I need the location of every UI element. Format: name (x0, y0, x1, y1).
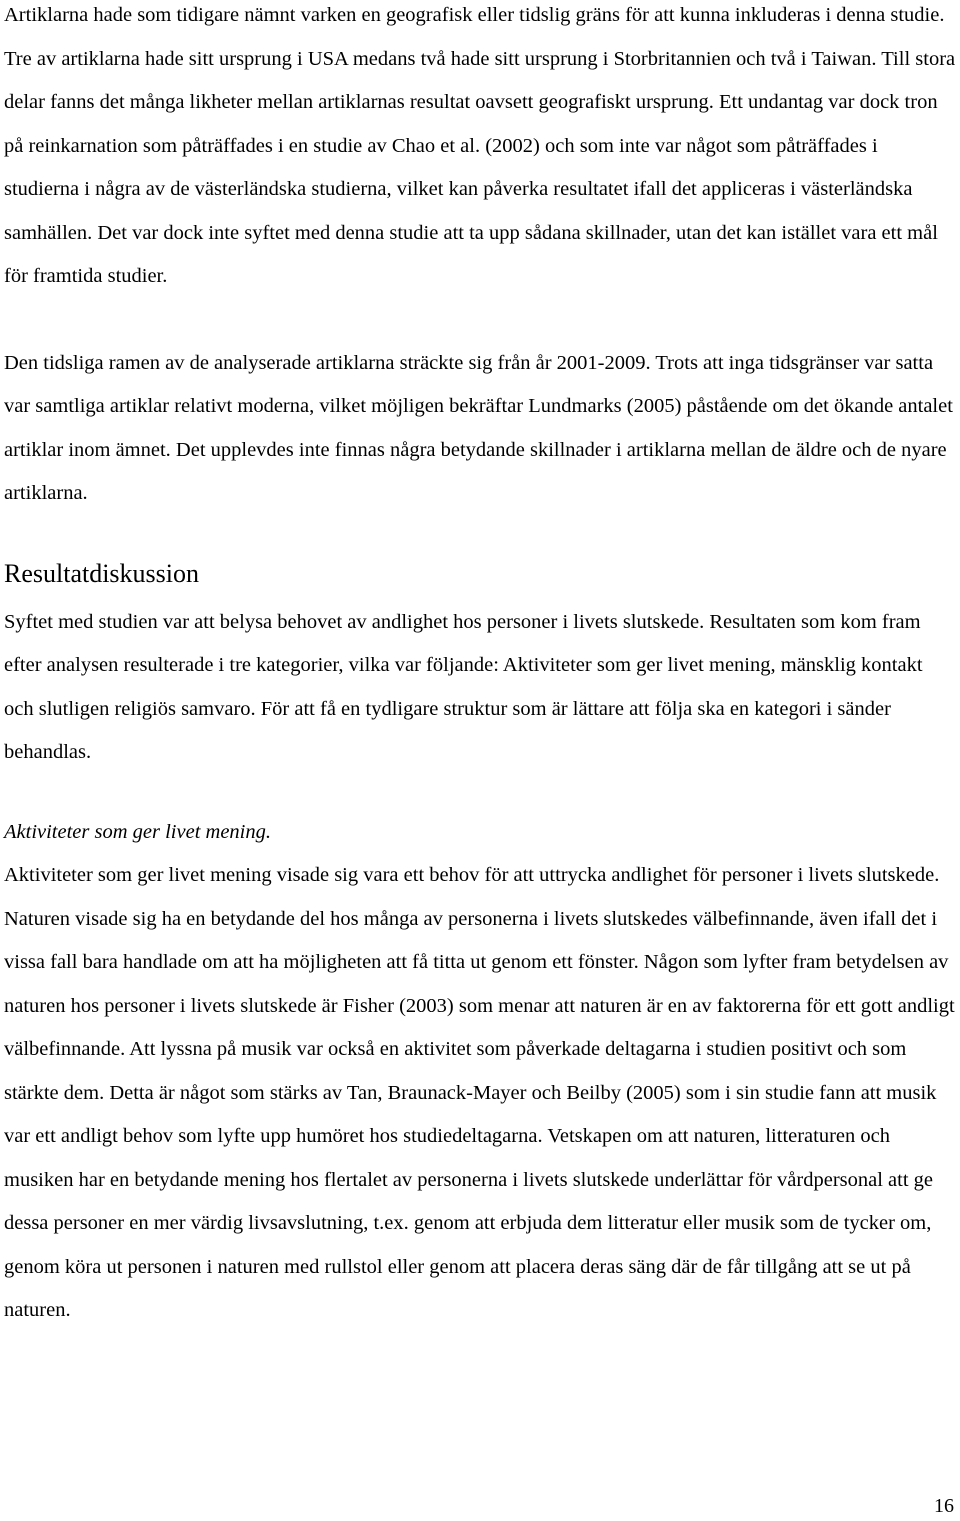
document-page (4, 0, 956, 1333)
paragraph-geographic-scope: Artiklarna hade som tidigare nämnt varken en geografisk eller tidslig gräns för att kunna inkluderas i denna studie. Tre av artiklarna hade sitt ursprung i USA medans två hade sitt ursprung i Storbritannien och två i Taiwan. Till stora delar fanns det många likheter mellan artiklarnas resultat oavsett geografiskt ursprung. Ett undantag var dock tron på reinkarnation som påträffades i en studie av Chao et al. (2002) och som inte var något som påträffades i studierna i några av de västerländska studierna, vilket kan påverka resultatet ifall det appliceras i västerländska samhällen. Det var dock inte syftet med denna studie att ta upp sådana skillnader, utan det kan istället vara ett mål för framtida studier. (4, 4, 956, 287)
page-number: 16 (934, 1495, 954, 1517)
paragraph-spacer (4, 775, 956, 811)
paragraph-activities: Aktiviteter som ger livet mening visade sig vara ett behov för att uttrycka andlighet för personer i livets slutskede. Naturen visade sig ha en betydande del hos många av personerna i livets slutskedes välbefinnande, även ifall det i vissa fall bara handlade om att ha möjligheten att få titta ut genom ett fönster. Någon som lyfter fram betydelsen av naturen hos personer i livets slutskede är Fisher (2003) som menar att naturen är en av faktorerna för ett gott andligt välbefinnande. Att lyssna på musik var också en aktivitet som påverkade deltagarna i studien positivt och som stärkte dem. Detta är något som stärks av Tan, Braunack-Mayer och Beilby (2005) som i sin studie fann att musik var ett andligt behov som lyfte upp humöret hos studiedeltagarna. Vetskapen om att naturen, litteraturen och musiken har en betydande mening hos flertalet av personerna i livets slutskede underlättar för vårdpersonal att ge dessa personer en mer värdig livsavslutning, t.ex. genom att erbjuda dem litteratur eller musik som de tycker om, genom köra ut personen i naturen med rullstol eller genom att placera deras säng där de får tillgång att se ut på naturen. (4, 864, 955, 1321)
paragraph-result-intro: Syftet med studien var att belysa behovet av andlighet hos personer i livets slutskede. Resultaten som kom fram efter analysen resulterade i tre kategorier, vilka var följande: Aktiviteter som ger livet mening, mänsklig kontakt och slutligen religiös samvaro. För att få en tydligare struktur som är lättare att följa ska en kategori i sänder behandlas. (4, 610, 923, 763)
paragraph-spacer (4, 299, 956, 342)
paragraph-time-frame: Den tidsliga ramen av de analyserade artiklarna sträckte sig från år 2001-2009. Trots att inga tidsgränser var satta var samtliga artiklar relativt moderna, vilket möjligen bekräftar Lundmarks (2005) påstående om det ökande antalet artiklar inom ämnet. Det upplevdes inte finnas några betydande skillnader i artiklarna mellan de äldre och de nyare artiklarna. (4, 351, 953, 504)
paragraph-spacer (4, 516, 956, 545)
subsection-heading: Aktiviteter som ger livet mening. (4, 820, 271, 843)
section-heading: Resultatdiskussion (4, 558, 200, 588)
